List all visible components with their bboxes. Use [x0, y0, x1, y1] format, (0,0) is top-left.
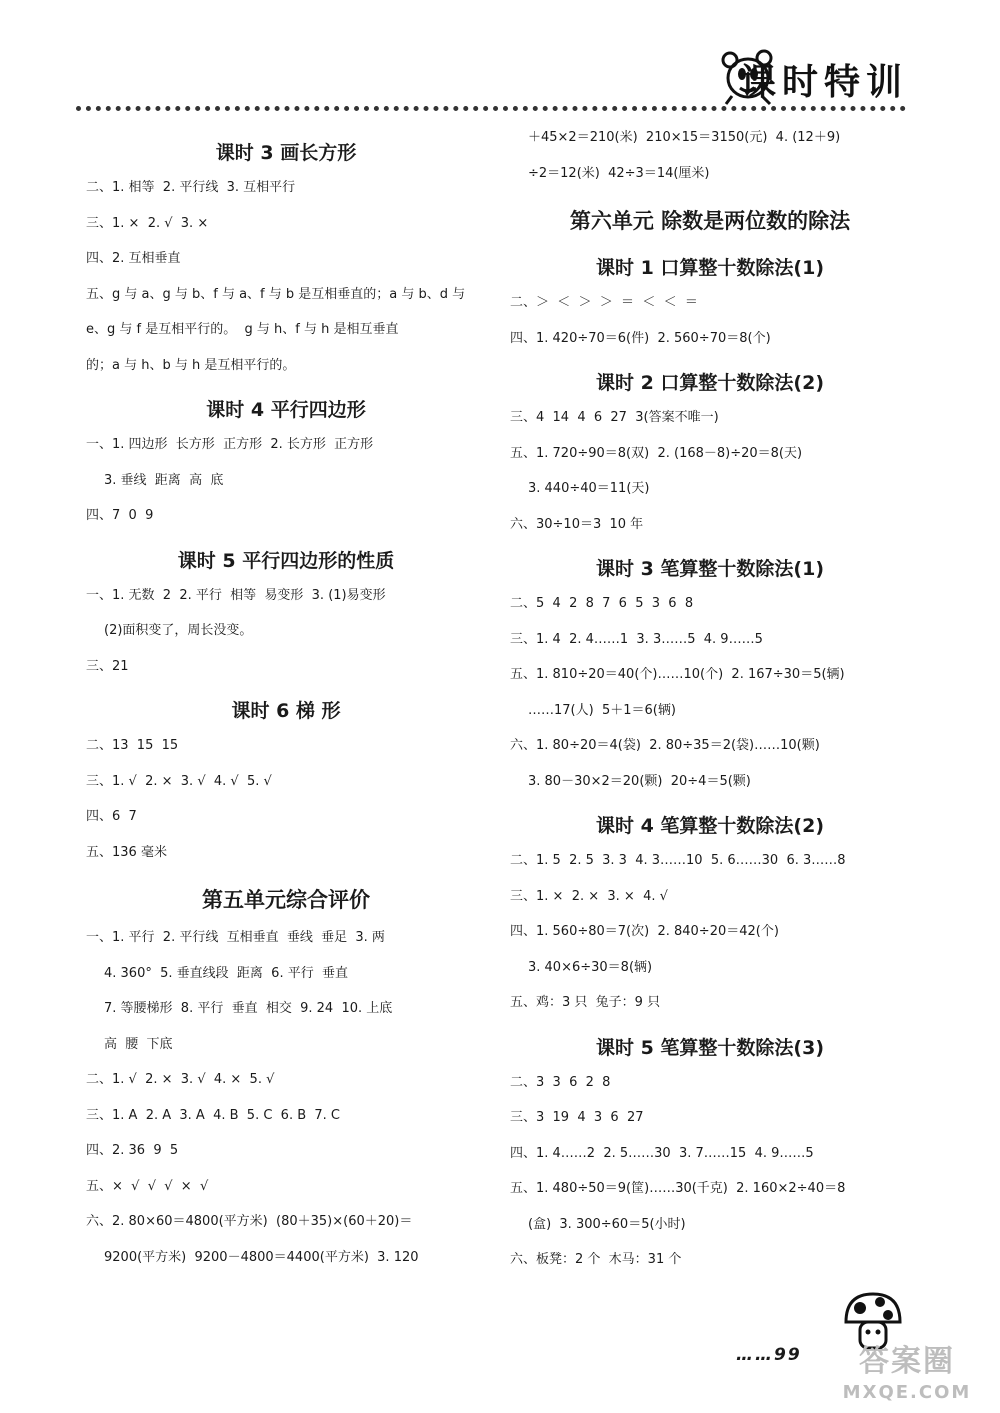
answer-line: 二、1. 5 2. 5 3. 3 4. 3……10 5. 6……30 6. 3……8 [510, 853, 846, 868]
answer-line: 三、21 [86, 658, 129, 674]
answer-line: 四、1. 560÷80＝7(次) 2. 840÷20＝42(个) [510, 924, 779, 939]
section-heading: 课时 5 笔算整十数除法(3) [595, 1036, 825, 1059]
section-heading: 课时 4 笔算整十数除法(2) [595, 815, 825, 837]
answer-line: 五、鸡：3 只 兔子：9 只 [510, 995, 661, 1010]
answer-line: 三、1. 4 2. 4……1 3. 3……5 4. 9……5 [510, 631, 763, 647]
answer-line: 四、1. 420÷70＝6(件) 2. 560÷70＝8(个) [510, 330, 771, 346]
answer-line: ＋45×2＝210(米) 210×15＝3150(元) 4. (12＋9) [528, 130, 841, 145]
answer-line: 4. 360° 5. 垂直线段 距离 6. 平行 垂直 [104, 965, 348, 981]
watermark-line-1: 答案圈 [859, 1344, 955, 1379]
answer-line: ……17(人) 5＋1＝6(辆) [528, 702, 676, 718]
unit-heading: 第六单元 除数是两位数的除法 [569, 209, 851, 233]
answer-line: 四、1. 4……2 2. 5……30 3. 7……15 4. 9……5 [510, 1145, 814, 1161]
section-heading: 课时 3 笔算整十数除法(1) [595, 558, 825, 580]
answer-line: 二、＞ ＜ ＞ ＞ ＝ ＜ ＜ ＝ [510, 295, 698, 310]
answer-line: 二、5 4 2 8 7 6 5 3 6 8 [510, 596, 694, 611]
answer-line: 二、1. 相等 2. 平行线 3. 互相平行 [86, 180, 296, 195]
section-heading: 课时 4 平行四边形 [206, 399, 366, 421]
answer-line: (盒) 3. 300÷60＝5(小时) [528, 1216, 686, 1232]
answer-line: 六、2. 80×60＝4800(平方米) (80＋35)×(60＋20)＝ [86, 1214, 413, 1229]
answer-line: 三、1. × 2. × 3. × 4. √ [510, 888, 668, 904]
section-heading: 课时 1 口算整十数除法(1) [595, 257, 825, 279]
answer-line: (2)面积变了，周长没变。 [104, 623, 253, 638]
header-divider [76, 106, 906, 111]
site-watermark [832, 1336, 982, 1403]
answer-line: 三、1. √ 2. × 3. √ 4. √ 5. √ [86, 773, 272, 789]
answer-line: 五、× √ √ √ × √ [86, 1178, 209, 1194]
answer-line: e、g 与 f 是互相平行的。 g 与 h、f 与 h 是相互垂直 [86, 322, 399, 337]
answer-line: 一、1. 平行 2. 平行线 互相垂直 垂线 垂足 3. 两 [86, 930, 385, 945]
answer-line: 六、1. 80÷20＝4(袋) 2. 80÷35＝2(袋)……10(颗) [510, 738, 820, 753]
unit-heading: 第五单元综合评价 [202, 888, 370, 912]
answer-line: 六、30÷10＝3 10 年 [510, 516, 644, 532]
answer-line: 四、6 7 [86, 809, 137, 824]
answer-line: 三、4 14 4 6 27 3(答案不唯一) [510, 410, 719, 425]
section-heading: 课时 6 梯 形 [231, 700, 341, 722]
answer-line: 四、7 0 9 [86, 508, 154, 523]
section-heading: 课时 5 平行四边形的性质 [177, 549, 395, 572]
answer-line: 的；a 与 h、b 与 h 是互相平行的。 [86, 357, 296, 373]
brand-title: 课时特训 [739, 61, 908, 103]
answer-line: 六、板凳：2 个 木马：31 个 [510, 1252, 682, 1267]
answer-line: ÷2＝12(米) 42÷3＝14(厘米) [528, 165, 710, 181]
section-heading: 课时 3 画长方形 [215, 142, 357, 164]
answer-line: 二、13 15 15 [86, 738, 179, 753]
section-heading: 课时 2 口算整十数除法(2) [595, 372, 825, 394]
answer-line: 二、1. √ 2. × 3. √ 4. × 5. √ [86, 1072, 275, 1087]
answer-line: 二、3 3 6 2 8 [510, 1074, 611, 1090]
answer-line: 三、1. × 2. √ 3. × [86, 215, 209, 231]
answer-line: 一、1. 无数 2 2. 平行 相等 易变形 3. (1)易变形 [86, 587, 386, 603]
answer-line: 五、1. 810÷20＝40(个)……10(个) 2. 167÷30＝5(辆) [510, 667, 845, 682]
answer-line: 五、1. 720÷90＝8(双) 2. (168－8)÷20＝8(天) [510, 445, 803, 461]
answer-line: 五、g 与 a、g 与 b、f 与 a、f 与 b 是互相垂直的；a 与 b、d 与 [86, 286, 466, 302]
answer-line: 高 腰 下底 [104, 1036, 173, 1052]
answer-line: 3. 440÷40＝11(天) [528, 481, 650, 496]
answer-line: 三、3 19 4 3 6 27 [510, 1110, 644, 1125]
answer-line: 一、1. 四边形 长方形 正方形 2. 长方形 正方形 [86, 437, 374, 452]
answer-line: 五、1. 480÷50＝9(筐)……30(千克) 2. 160×2÷40＝8 [510, 1181, 846, 1196]
answer-line: 3. 垂线 距离 高 底 [104, 472, 224, 488]
answer-line: 7. 等腰梯形 8. 平行 垂直 相交 9. 24 10. 上底 [104, 1001, 393, 1016]
answer-line: 9200(平方米) 9200－4800＝4400(平方米) 3. 120 [104, 1249, 419, 1265]
page-number: ……99 [736, 1345, 802, 1365]
answer-line: 3. 40×6÷30＝8(辆) [528, 959, 653, 975]
answer-line: 四、2. 36 9 5 [86, 1143, 179, 1158]
answer-line: 三、1. A 2. A 3. A 4. B 5. C 6. B 7. C [86, 1107, 341, 1123]
watermark-line-2: MXQE.COM [842, 1382, 972, 1403]
answer-line: 五、136 毫米 [86, 844, 167, 860]
answer-line: 3. 80－30×2＝20(颗) 20÷4＝5(颗) [528, 773, 751, 789]
answer-line: 四、2. 互相垂直 [86, 251, 181, 266]
